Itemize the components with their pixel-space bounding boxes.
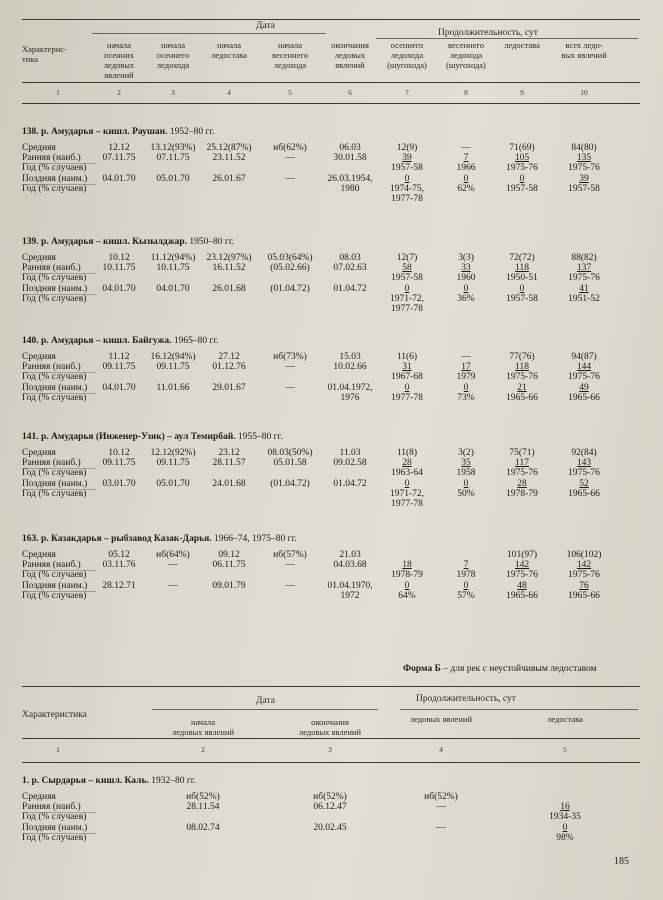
fa-row-label-4: Год (% случаев)	[22, 591, 87, 601]
fa-row-label-4: Год (% случаев)	[22, 489, 87, 499]
row-rule	[22, 184, 96, 185]
fa-section-title-0	[22, 127, 215, 137]
header-group-date: Дата	[256, 21, 275, 31]
fa-cell-c9-0: 75(71)	[509, 448, 535, 458]
fa-cell-c10-2: 1975-76	[568, 163, 600, 173]
fa-cell-c7-4: 1974-75, 1977-78	[389, 184, 425, 204]
fa-cell-c7-3: 0	[404, 284, 410, 294]
form-b-col-2: начала ледовых явлений	[171, 717, 235, 737]
fa-cell-c6-3: 01.04.1970,	[327, 581, 373, 591]
fa-row-label-3: Поздняя (наим.)	[22, 479, 88, 489]
fa-section-title-1	[22, 237, 234, 247]
fa-cell-c6-0: 21.03	[339, 550, 361, 560]
fa-cell-c6-3: 01.04.1972,	[327, 383, 373, 393]
fa-row-label-0: Средняя	[22, 143, 56, 153]
fa-cell-c7-3: 0	[404, 581, 410, 591]
fa-cell-c3-1: 10.11.75	[156, 263, 190, 273]
observation-years: 1950–80 гг.	[189, 237, 235, 247]
fa-cell-c8-1: 17	[461, 362, 471, 372]
fa-cell-c4-0: 23.12(97%)	[206, 253, 252, 263]
fa-cell-c8-2: 1979	[456, 372, 476, 382]
fa-cell-c7-4: 64%	[398, 591, 416, 601]
fa-cell-c9-3: 0	[519, 284, 525, 294]
fa-cell-c6-0: 06.03	[339, 143, 361, 153]
fa-row-label-3: Поздняя (наим.)	[22, 174, 88, 184]
col-number-4: 4	[227, 88, 231, 97]
fa-cell-c8-4: 73%	[457, 393, 475, 403]
fa-row-label-4: Год (% случаев)	[22, 184, 87, 194]
fa-cell-c2-0: 10.12	[108, 448, 130, 458]
fb-cell-c2-0: нб(52%)	[186, 792, 220, 802]
station-name: 1. р. Сырдарья – кишл. Каль.	[22, 776, 149, 786]
observation-years: 1955–80 гг.	[237, 432, 283, 442]
fa-cell-c7-0: 11(6)	[396, 352, 418, 362]
row-rule	[22, 833, 96, 834]
fa-cell-c9-4: 1957-58	[506, 294, 538, 304]
fa-cell-c10-0: 84(80)	[571, 143, 597, 153]
fa-cell-c8-4: 50%	[457, 489, 475, 499]
row-rule	[22, 273, 96, 274]
fa-cell-c4-1: 16.11.52	[212, 263, 246, 273]
fa-cell-c5-3: —	[285, 581, 295, 591]
fa-cell-c5-1: (05.02.66)	[270, 263, 310, 273]
fa-cell-c10-1: 135	[576, 153, 592, 163]
fa-section-title-4	[22, 534, 297, 544]
header-col-5: начала весеннего ледохода	[272, 40, 308, 70]
fa-cell-c4-3: 29.01.67	[212, 383, 246, 393]
fa-cell-c2-3: 04.01.70	[102, 174, 136, 184]
fa-cell-c2-3: 03.01.70	[102, 479, 136, 489]
fb-cell-c5-3: 0	[562, 823, 568, 833]
fa-cell-c10-4: 1965-66	[568, 489, 600, 499]
fa-cell-c9-0: 72(72)	[509, 253, 535, 263]
fa-cell-c3-0: нб(64%)	[156, 550, 190, 560]
header-date-rule	[92, 33, 326, 34]
station-name: 163. р. Казакдарья – рыбзавод Казак-Дарья.	[22, 534, 212, 544]
header-col-8: весеннего ледохода (шугохода)	[446, 40, 486, 70]
fa-cell-c8-3: 0	[463, 479, 469, 489]
form-b-col-number-3: 3	[328, 745, 332, 754]
fa-cell-c9-4: 1965-66	[506, 591, 538, 601]
fb-cell-c3-1: 06.12.47	[313, 802, 347, 812]
fa-cell-c8-1: 7	[463, 153, 469, 163]
fa-cell-c7-0: 12(9)	[396, 143, 418, 153]
fb-section-title-0	[22, 776, 196, 786]
fa-cell-c5-1: —	[285, 153, 295, 163]
fa-cell-c3-1: —	[168, 560, 178, 570]
fa-cell-c6-3: 01.04.72	[333, 479, 367, 489]
fa-cell-c8-2: 1958	[456, 468, 476, 478]
fa-cell-c9-2: 1975-76	[506, 372, 538, 382]
fa-cell-c3-1: 07.11.75	[156, 153, 190, 163]
fa-cell-c6-4: 1980	[340, 184, 360, 194]
col-number-7: 7	[405, 88, 409, 97]
fa-cell-c10-0: 106(102)	[566, 550, 602, 560]
station-name: 138. р. Амударья – кишл. Раушан.	[22, 127, 168, 137]
fa-cell-c8-2: 1978	[456, 570, 476, 580]
fa-row-label-1: Ранняя (наиб.)	[22, 263, 81, 273]
fa-cell-c7-0: 12(7)	[396, 253, 418, 263]
fb-cell-c5-4: 98%	[556, 833, 574, 843]
fa-cell-c2-1: 07.11.75	[102, 153, 136, 163]
fa-row-label-2: Год (% случаев)	[22, 163, 87, 173]
fa-cell-c9-4: 1965-66	[506, 393, 538, 403]
fa-row-label-3: Поздняя (наим.)	[22, 581, 88, 591]
fa-cell-c2-0: 11.12	[108, 352, 130, 362]
col-number-8: 8	[464, 88, 468, 97]
fa-row-label-2: Год (% случаев)	[22, 468, 87, 478]
form-b-date-rule	[152, 709, 378, 710]
fa-cell-c7-1: 28	[402, 458, 412, 468]
fa-cell-c4-0: 09.12	[218, 550, 240, 560]
fa-cell-c5-1: —	[285, 362, 295, 372]
fa-cell-c7-2: 1957-58	[391, 163, 423, 173]
fa-cell-c10-0: 88(82)	[571, 253, 597, 263]
fa-cell-c10-2: 1975-76	[568, 468, 600, 478]
fa-cell-c7-3: 0	[404, 479, 410, 489]
header-number-rule	[22, 103, 640, 104]
row-rule	[22, 468, 96, 469]
fa-cell-c8-2: 1960	[456, 273, 476, 283]
header-col-9: ледостава	[504, 40, 540, 50]
col-number-6: 6	[348, 88, 352, 97]
fa-cell-c9-1: 118	[515, 263, 529, 273]
fa-cell-c6-1: 04.03.68	[333, 560, 367, 570]
fa-cell-c8-0: 3(2)	[458, 448, 474, 458]
fa-cell-c9-2: 1975-76	[506, 163, 538, 173]
fa-cell-c6-3: 01.04.72	[333, 284, 367, 294]
header-col-6: окончания ледовых явлений	[331, 40, 369, 70]
header-duration-rule	[376, 38, 638, 39]
fa-cell-c8-3: 0	[463, 581, 469, 591]
fa-cell-c4-0: 27.12	[218, 352, 240, 362]
fa-cell-c6-1: 30.01.58	[333, 153, 367, 163]
fa-cell-c9-0: 77(76)	[509, 352, 535, 362]
fa-cell-c3-0: 16.12(94%)	[150, 352, 196, 362]
fa-cell-c4-3: 24.01.68	[212, 479, 246, 489]
form-b-heading	[403, 664, 597, 674]
fa-cell-c10-1: 144	[576, 362, 592, 372]
fa-cell-c5-3: —	[285, 174, 295, 184]
fa-cell-c10-1: 137	[576, 263, 592, 273]
fa-cell-c10-2: 1975-76	[568, 273, 600, 283]
fa-cell-c4-1: 06.11.75	[212, 560, 246, 570]
fa-row-label-0: Средняя	[22, 550, 56, 560]
fa-cell-c8-1: 33	[461, 263, 471, 273]
fa-cell-c7-2: 1978-79	[391, 570, 423, 580]
row-rule	[22, 372, 96, 373]
form-b-group-date: Дата	[256, 696, 275, 706]
fa-cell-c3-3: 05.01.70	[156, 174, 190, 184]
fb-cell-c4-0: нб(52%)	[424, 792, 458, 802]
fa-cell-c5-0: 05.03(64%)	[267, 253, 313, 263]
fa-cell-c9-3: 21	[517, 383, 527, 393]
row-rule	[22, 489, 96, 490]
row-rule	[22, 591, 96, 592]
form-b-col-number-4: 4	[439, 745, 443, 754]
fa-cell-c7-4: 1971-72, 1977-78	[389, 294, 425, 314]
fa-cell-c2-0: 12.12	[108, 143, 130, 153]
fa-cell-c3-3: 11.01.66	[156, 383, 190, 393]
fa-cell-c9-3: 0	[519, 174, 525, 184]
fa-row-label-0: Средняя	[22, 448, 56, 458]
row-rule	[22, 570, 96, 571]
row-rule	[22, 393, 96, 394]
fa-cell-c5-0: 08.03(50%)	[267, 448, 313, 458]
fb-row-label-2: Год (% случаев)	[22, 812, 87, 822]
page-number: 185	[614, 856, 629, 867]
fb-cell-c2-3: 08.02.74	[186, 823, 220, 833]
form-b-col-3: окончания ледовых явлений	[298, 717, 362, 737]
fa-cell-c6-4: 1972	[340, 591, 360, 601]
fa-cell-c6-1: 09.02.58	[333, 458, 367, 468]
form-b-header-bottom-rule	[22, 738, 640, 739]
fa-cell-c4-1: 23.11.52	[212, 153, 246, 163]
fa-cell-c10-2: 1975-76	[568, 372, 600, 382]
form-b-col-number-1: 1	[56, 745, 60, 754]
fa-cell-c10-3: 41	[579, 284, 589, 294]
fa-cell-c2-1: 09.11.75	[102, 362, 136, 372]
fa-cell-c5-0: нб(57%)	[273, 550, 307, 560]
header-bottom-rule	[22, 82, 640, 83]
fa-cell-c4-3: 26.01.67	[212, 174, 246, 184]
fa-cell-c3-3: 04.01.70	[156, 284, 190, 294]
station-name: 140. р. Амударья – кишл. Байгужа.	[22, 336, 172, 346]
header-col-4: начала ледостава	[211, 40, 247, 60]
col-number-9: 9	[520, 88, 524, 97]
fa-cell-c3-3: 05.01.70	[156, 479, 190, 489]
fa-cell-c4-0: 23.12	[218, 448, 240, 458]
fa-cell-c2-1: 10.11.75	[102, 263, 136, 273]
fa-cell-c10-3: 52	[579, 479, 589, 489]
fa-cell-c4-0: 25.12(87%)	[206, 143, 252, 153]
fa-cell-c4-1: 01.12.76	[212, 362, 246, 372]
col-number-5: 5	[288, 88, 292, 97]
fa-row-label-2: Год (% случаев)	[22, 273, 87, 283]
form-b-subtitle: – для рек с неустойчивым ледоставом	[443, 664, 597, 674]
observation-years: 1952–80 гг.	[169, 127, 215, 137]
fa-cell-c6-0: 15.03	[339, 352, 361, 362]
fa-cell-c6-0: 08.03	[339, 253, 361, 263]
fa-cell-c8-1: 7	[463, 560, 469, 570]
fa-cell-c10-3: 49	[579, 383, 589, 393]
fa-cell-c2-1: 09.11.75	[102, 458, 136, 468]
header-col-10: всех ледо- вых явлений	[561, 40, 607, 60]
fa-cell-c10-1: 142	[576, 560, 592, 570]
fa-cell-c4-3: 09.01.79	[212, 581, 246, 591]
fa-cell-c3-1: 09.11.75	[156, 362, 190, 372]
fa-row-label-4: Год (% случаев)	[22, 393, 87, 403]
fa-cell-c3-0: 12.12(92%)	[150, 448, 196, 458]
fa-cell-c2-3: 04.01.70	[102, 284, 136, 294]
col-number-10: 10	[580, 88, 588, 97]
observation-years: 1932–80 гг.	[151, 776, 196, 786]
fa-cell-c5-3: (01.04.72)	[270, 479, 310, 489]
fa-cell-c9-1: 117	[515, 458, 529, 468]
fa-cell-c7-4: 1977-78	[391, 393, 423, 403]
fa-cell-c10-4: 1965-66	[568, 393, 600, 403]
fa-cell-c8-3: 0	[463, 284, 469, 294]
fa-cell-c7-4: 1971-72, 1977-78	[389, 489, 425, 509]
fa-row-label-1: Ранняя (наиб.)	[22, 560, 81, 570]
fa-row-label-3: Поздняя (наим.)	[22, 284, 88, 294]
fa-cell-c9-2: 1975-76	[506, 570, 538, 580]
fa-cell-c7-1: 18	[402, 560, 412, 570]
fa-cell-c7-2: 1957-58	[391, 273, 423, 283]
fa-row-label-0: Средняя	[22, 253, 56, 263]
station-name: 141. р. Амударья (Инженер-Узяк) – аул Темирбай.	[22, 432, 236, 442]
header-group-duration: Продолжительность, сут	[438, 28, 538, 38]
fa-cell-c10-0: 94(87)	[571, 352, 597, 362]
form-b-group-duration: Продолжительность, сут	[416, 694, 516, 704]
fa-cell-c8-0: —	[461, 143, 471, 153]
fb-row-label-0: Средняя	[22, 792, 56, 802]
fa-cell-c6-0: 11.03	[339, 448, 361, 458]
fa-cell-c3-1: 09.11.75	[156, 458, 190, 468]
col-number-1: 1	[56, 88, 60, 97]
form-b-title: Форма Б	[403, 664, 441, 674]
fa-cell-c10-2: 1975-76	[568, 570, 600, 580]
fa-cell-c8-3: 0	[463, 383, 469, 393]
row-rule	[22, 163, 96, 164]
fa-cell-c2-3: 04.01.70	[102, 383, 136, 393]
fb-row-label-1: Ранняя (наиб.)	[22, 802, 81, 812]
fa-cell-c2-0: 05.12	[108, 550, 130, 560]
fb-cell-c2-1: 28.11.54	[186, 802, 220, 812]
header-characteristic: Характерис- тика	[22, 44, 67, 64]
fa-cell-c6-1: 07.02.63	[333, 263, 367, 273]
form-b-col-5: ледостава	[547, 714, 583, 724]
fa-cell-c9-1: 142	[514, 560, 530, 570]
fa-cell-c5-0: нб(62%)	[273, 143, 307, 153]
observation-years: 1965–80 гг.	[173, 336, 219, 346]
col-number-3: 3	[171, 88, 175, 97]
fa-cell-c10-3: 76	[579, 581, 589, 591]
fa-cell-c8-4: 62%	[457, 184, 475, 194]
fa-cell-c7-1: 58	[402, 263, 412, 273]
fa-cell-c7-0: 11(8)	[396, 448, 418, 458]
fb-row-label-3: Поздняя (наим.)	[22, 823, 88, 833]
fa-row-label-1: Ранняя (наиб.)	[22, 458, 81, 468]
fa-cell-c9-0: 71(69)	[509, 143, 535, 153]
fa-cell-c9-0: 101(97)	[506, 550, 538, 560]
fa-cell-c10-3: 39	[579, 174, 589, 184]
fa-cell-c7-3: 0	[404, 383, 410, 393]
fa-cell-c7-3: 0	[404, 174, 410, 184]
fa-cell-c10-4: 1957-58	[568, 184, 600, 194]
fa-row-label-2: Год (% случаев)	[22, 372, 87, 382]
col-number-2: 2	[117, 88, 121, 97]
fa-cell-c8-0: 3(3)	[458, 253, 474, 263]
fa-cell-c7-2: 1967-68	[391, 372, 423, 382]
fa-cell-c9-3: 48	[517, 581, 527, 591]
fa-cell-c8-4: 36%	[457, 294, 475, 304]
fb-cell-c4-1: —	[436, 802, 446, 812]
form-b-col-number-5: 5	[563, 745, 567, 754]
fb-cell-c5-1: 16	[560, 802, 570, 812]
fa-cell-c5-3: —	[285, 383, 295, 393]
fa-cell-c6-3: 26.03.1954,	[327, 174, 373, 184]
fa-cell-c8-1: 35	[461, 458, 471, 468]
fa-cell-c7-2: 1963-64	[391, 468, 423, 478]
fa-cell-c5-1: —	[285, 560, 295, 570]
fb-cell-c3-3: 20.02.45	[313, 823, 347, 833]
fa-section-title-3	[22, 432, 283, 442]
fa-row-label-0: Средняя	[22, 352, 56, 362]
form-b-col-4: ледовых явлений	[409, 714, 473, 724]
header-col-7: осеннего ледохода (шугохода)	[387, 40, 427, 70]
fa-cell-c8-0: —	[461, 352, 471, 362]
fa-cell-c9-3: 28	[517, 479, 527, 489]
row-rule	[22, 294, 96, 295]
fa-cell-c4-3: 26.01.68	[212, 284, 246, 294]
fa-cell-c9-2: 1975-76	[506, 468, 538, 478]
fa-cell-c8-2: 1966	[456, 163, 476, 173]
fa-cell-c5-0: нб(73%)	[273, 352, 307, 362]
fa-cell-c9-1: 105	[514, 153, 530, 163]
fa-cell-c8-3: 0	[463, 174, 469, 184]
fa-cell-c10-1: 143	[576, 458, 592, 468]
fa-row-label-4: Год (% случаев)	[22, 294, 87, 304]
fa-row-label-1: Ранняя (наиб.)	[22, 153, 81, 163]
fa-cell-c5-1: 05.01.58	[273, 458, 307, 468]
fa-cell-c2-0: 10.12	[108, 253, 130, 263]
row-rule	[22, 812, 96, 813]
fa-cell-c3-0: 11.12(94%)	[150, 253, 196, 263]
fa-cell-c6-4: 1976	[340, 393, 360, 403]
form-b-top-rule	[22, 686, 640, 687]
fa-cell-c9-2: 1950-51	[506, 273, 538, 283]
fa-cell-c9-4: 1978-79	[506, 489, 538, 499]
header-col-3: начала осеннего ледохода	[156, 40, 190, 70]
fa-cell-c2-1: 03.11.76	[102, 560, 136, 570]
fa-row-label-2: Год (% случаев)	[22, 570, 87, 580]
fb-cell-c5-2: 1934-35	[549, 812, 581, 822]
fa-cell-c3-3: —	[168, 581, 178, 591]
fa-cell-c10-4: 1951-52	[568, 294, 600, 304]
fa-cell-c5-3: (01.04.72)	[270, 284, 310, 294]
fa-cell-c10-4: 1965-66	[568, 591, 600, 601]
table-top-rule	[22, 19, 640, 20]
fa-cell-c9-1: 118	[515, 362, 529, 372]
observation-years: 1966–74, 1975–80 гг.	[214, 534, 297, 544]
form-b-characteristic: Характеристика	[22, 710, 87, 720]
fa-row-label-3: Поздняя (наим.)	[22, 383, 88, 393]
fb-row-label-4: Год (% случаев)	[22, 833, 87, 843]
fa-row-label-1: Ранняя (наиб.)	[22, 362, 81, 372]
fa-cell-c4-1: 28.11.57	[212, 458, 246, 468]
fa-cell-c8-4: 57%	[457, 591, 475, 601]
fa-cell-c2-3: 28.12.71	[102, 581, 136, 591]
form-b-duration-rule	[400, 709, 638, 710]
fa-cell-c9-4: 1957-58	[506, 184, 538, 194]
fb-cell-c4-3: —	[436, 823, 446, 833]
header-col-2: начала осенних ледовых явлений	[103, 40, 135, 80]
fb-cell-c3-0: нб(52%)	[313, 792, 347, 802]
fa-section-title-2	[22, 336, 219, 346]
fa-cell-c10-0: 92(84)	[571, 448, 597, 458]
fa-cell-c7-1: 31	[402, 362, 412, 372]
fa-cell-c6-1: 10.02.66	[333, 362, 367, 372]
fa-cell-c7-1: 39	[402, 153, 412, 163]
form-b-col-number-2: 2	[201, 745, 205, 754]
station-name: 139. р. Амударья – кишл. Кызылджар.	[22, 237, 188, 247]
fa-cell-c3-0: 13.12(93%)	[150, 143, 196, 153]
form-b-number-rule	[22, 762, 640, 763]
